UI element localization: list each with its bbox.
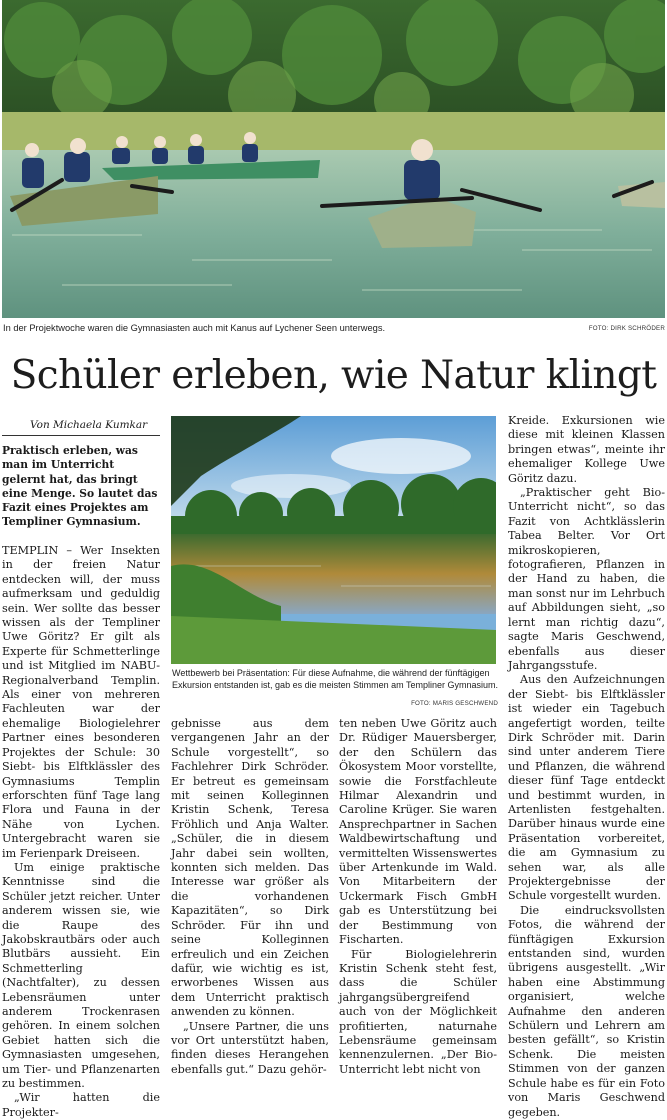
col4-paragraph-3: Aus den Aufzeichnungen der Siebt- bis Elftklässler ist wieder ein Tagebuch angefertigt worden, teilte Dirk Schröder mit. Darin sind unter anderem Tiere und Pflanzen, die während dieser fünf Tage entdeckt und bestimmt wurden, in Artenlisten festgehalten. Darüber hinaus wurde eine Präsentation vorbereitet, die am Gymnasium zu sehen war, als alle Projektergebnisse der Schule vorgestellt wurden.: [508, 673, 665, 903]
top-photo-caption: In der Projektwoche waren die Gymnasiasten auch mit Kanus auf Lychener Seen unterwegs.: [3, 323, 386, 333]
lake-photo-credit: FOTO: MARIS GESCHWEND: [411, 700, 498, 707]
article-column-4: [508, 414, 665, 1120]
col1-paragraph-2: Um einige praktische Kenntnisse sind die Schüler jetzt reicher. Unter anderem wissen sie, wie die Raupe des Jakobskrautbärs oder auch Blutbärs aussieht. Ein Schmetterling (Nachtfalter), zu dessen Lebensräumen unter anderem Trockenrasen gehören. In einem solchen Gebiet hatten sich die Gymnasiasten umgesehen, um Tier- und Pflanzenarten zu bestimmen.: [2, 860, 160, 1091]
col1-paragraph-1: TEMPLIN – Wer Insekten in der freien Natur entdecken will, der muss aufmerksam und geduldig sein. Wer sollte das besser wissen als der Templiner Uwe Göritz? Er gilt als Experte für Schmetterlinge und ist Mitglied im NABU-Regionalverband Templin. Als einer von mehreren Fachleuten war der ehemalige Biologielehrer Partner eines besonderen Projektes der Schule: 30 Siebt- bis Elftklässler des Gymnasiums Templin erforschten fünf Tage lang Flora und Fauna in der Nähe von Lychen. Untergebracht waren sie im Ferienpark Dreiseen.: [2, 544, 160, 860]
col3-paragraph-1: ten neben Uwe Göritz auch Dr. Rüdiger Mauersberger, der den Schülern das Ökosystem Moor vorstellte, sowie die Forstfachleute Hilmar Alexandrin und Caroline Krüger. Sie waren Ansprechpartner in Sachen Waldbewirtschaftung und vermittelten Wissenswertes über Artenkunde im Wald. Von Mitarbeitern der Uckermark Fisch GmbH gab es Unterstützung bei der Bestimmung von Fischarten.: [339, 717, 497, 947]
kayak-photo: [2, 0, 665, 318]
col2-paragraph-1: gebnisse aus dem vergangenen Jahr an der Schule vorgestellt“, so Fachlehrer Dirk Schröder. Er betreut es gemeinsam mit seinen Kolleginnen Kristin Schenk, Teresa Fröhlich und Anja Walter. „Schüler, die in diesem Jahr dabei sein wollten, konnten sich melden. Das Interesse war größer als die vorhandenen Kapazitäten“, so Dirk Schröder. Für ihn und seine Kolleginnen erfreulich und ein Zeichen dafür, wie wichtig es ist, erworbenes Wissen aus dem Unterricht praktisch anwenden zu können.: [171, 717, 329, 1019]
col4-paragraph-2: „Praktischer geht Bio-Unterricht nicht“, so das Fazit von Achtklässlerin Tabea Belter. Vor Ort mikroskopieren, fotografieren, Pflanzen in der Hand zu haben, die man sonst nur im Lehrbuch auf Abbildungen sieht, „so lernt man richtig dazu“, sagte Maris Geschwend, ebenfalls aus dieser Jahrgangsstufe.: [508, 486, 666, 672]
col1-paragraph-3: „Wir hatten die Projekter-: [2, 1091, 160, 1119]
col3-paragraph-2: Für Biologielehrerin Kristin Schenk steht fest, dass die Schüler jahrgangsübergreifend auch von der Möglichkeit profitierten, naturnahe Lebensräume gemeinsam kennenzulernen. „Der Bio-Unterricht lebt nicht von: [339, 947, 497, 1076]
lake-photo-drawing: [171, 416, 496, 664]
lake-photo: [171, 416, 496, 664]
article-column-3: [339, 717, 497, 1077]
headline: Schüler erleben, wie Natur klingt: [10, 353, 657, 398]
top-photo-credit: FOTO: DIRK SCHRÖDER: [588, 325, 665, 332]
article-column-1: [2, 544, 160, 1120]
byline: Von Michaela Kumkar: [2, 418, 160, 436]
lake-photo-caption: Wettbewerb bei Präsentation: Für diese Aufnahme, die während der fünftägigen Exkursion entstanden ist, gab es die meisten Stimmen am Templiner Gymnasium.: [172, 668, 498, 690]
kayak-photo-drawing: [2, 0, 665, 318]
col4-paragraph-1: Kreide. Exkursionen wie diese mit kleinen Klassen bringen etwas“, meinte ihr ehemaliger Kollege Uwe Göritz dazu.: [508, 414, 665, 485]
col2-paragraph-2: „Unsere Partner, die uns vor Ort unterstützt haben, finden dieses Herangehen ebenfalls gut.“ Dazu gehör-: [171, 1019, 329, 1076]
article-column-2: [171, 717, 329, 1077]
lead-paragraph: Praktisch erleben, was man im Unterricht gelernt hat, das bringt eine Menge. So lautet das Fazit eines Projektes am Templiner Gymnasium.: [2, 444, 158, 529]
col4-paragraph-4: Die eindrucksvollsten Fotos, die während der fünftägigen Exkursion entstanden sind, wurden übrigens ausgestellt. „Wir haben eine Abstimmung organisiert, welche Aufnahme den anderen Schülern und Lehrern am besten gefällt“, so Kristin Schenk. Die meisten Stimmen von der ganzen Schule habe es für ein Foto von Maris Geschwend gegeben.: [508, 903, 665, 1119]
